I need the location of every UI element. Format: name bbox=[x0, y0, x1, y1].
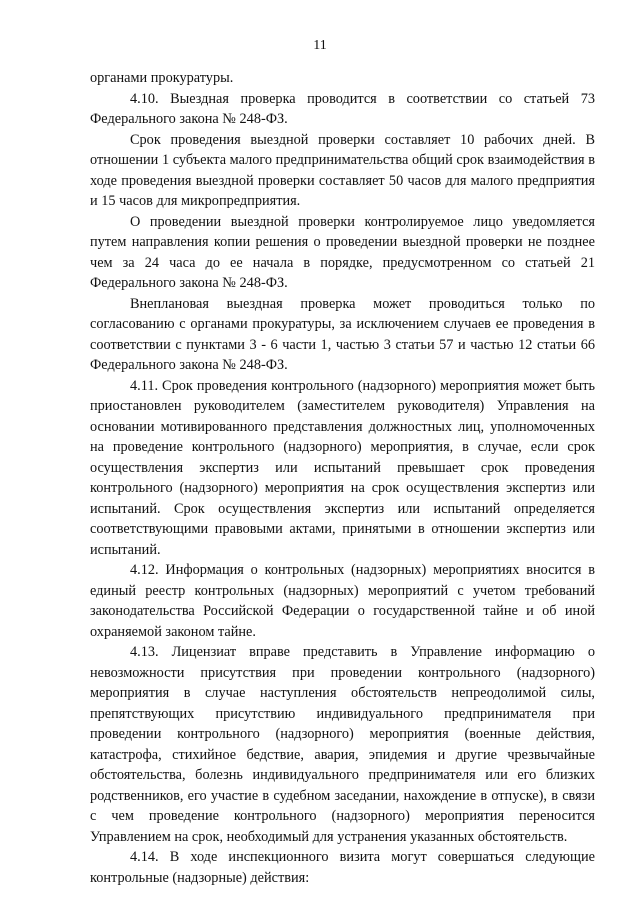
paragraph-continuation: органами прокуратуры. bbox=[90, 70, 234, 86]
paragraph-4-14: 4.14. В ходе инспекционного визита могут совершаться следующие контрольные (надзорные) действия: bbox=[90, 849, 595, 886]
paragraph-4-13: 4.13. Лицензиат вправе представить в Управление информацию о невозможности присутствия при проведении контрольного (надзорного) мероприятия в случае наступления обстоятельств непреодолимой силы, препятствующих присутствию индивидуального предпринимателя при проведении контрольного (надзорного) мероприятия (военные действия, катастрофа, стихийное бедствие, авария, эпидемия и другие чрезвычайные обстоятельства, болезнь индивидуального предпринимателя или его близких родственников, его участие в судебном заседании, нахождение в отпуске), в связи с чем проведение контрольного (надзорного) мероприятия переносится Управлением на срок, необходимый для устранения указанных обстоятельств. bbox=[90, 644, 595, 845]
document-body bbox=[90, 68, 595, 888]
paragraph-notification: О проведении выездной проверки контролируемое лицо уведомляется путем направления копии решения о проведении выездной проверки не позднее чем за 24 часа до ее начала в порядке, предусмотренном со статьей 21 Федерального закона № 248-ФЗ. bbox=[90, 213, 595, 291]
paragraph-unscheduled-inspection: Внеплановая выездная проверка может проводиться только по согласованию с органами прокуратуры, за исключением случаев ее проведения в соответствии с пунктами 3 - 6 части 1, частью 3 статьи 57 и частью 12 статьи 66 Федерального закона № 248-ФЗ. bbox=[90, 295, 595, 373]
paragraph-4-12: 4.12. Информация о контрольных (надзорных) мероприятиях вносится в единый реестр контрольных (надзорных) мероприятий с учетом требований законодательства Российской Федерации о государственной тайне и об иной охраняемой законом тайне. bbox=[90, 562, 595, 640]
paragraph-4-10: 4.10. Выездная проверка проводится в соответствии со статьей 73 Федерального закона № 248-ФЗ. bbox=[90, 90, 595, 127]
paragraph-4-11: 4.11. Срок проведения контрольного (надзорного) мероприятия может быть приостановлен руководителем (заместителем руководителя) Управления на основании мотивированного представления должностных лиц, уполномоченных на проведение контрольного (надзорного) мероприятия, в случае, если срок осуществления экспертиз или испытаний превышает срок проведения контрольного (надзорного) мероприятия на срок осуществления экспертиз или испытаний. Срок осуществления экспертиз или испытаний определяется соответствующими правовыми актами, принятыми в отношении экспертиз или испытаний. bbox=[90, 377, 595, 558]
page-number: 11 bbox=[313, 38, 327, 53]
paragraph-inspection-duration: Срок проведения выездной проверки составляет 10 рабочих дней. В отношении 1 субъекта малого предпринимательства общий срок взаимодействия в ходе проведения выездной проверки составляет 50 часов для малого предприятия и 15 часов для микропредприятия. bbox=[90, 131, 595, 209]
